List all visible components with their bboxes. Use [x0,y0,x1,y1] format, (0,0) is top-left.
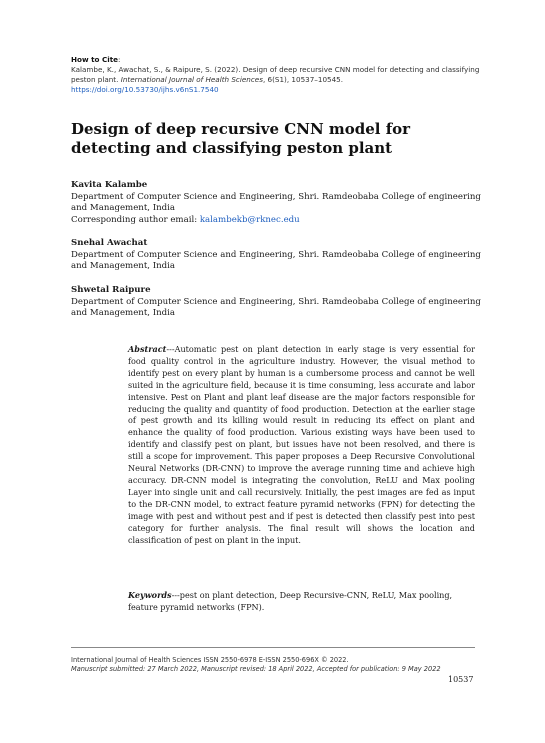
author-block-2 [71,238,491,273]
abstract-text: ---Automatic pest on plant detection in early stage is very essential for food quality control in the agriculture industry. However, the visual method to identify pest on every plant by human is a cumbersome process and cannot be well suited in the agriculture field, because it is time consuming, less accurate and labor intensive. Pest on Plant and plant leaf disease are the major factors responsible for reducing the quality and quantity of food production. Detection at the earlier stage of pest growth and its killing would result in reducing its effect on plant and enhance the quality of food production. Various existing ways have been used to identify and classify pest on plant, but issues have not been resolved, and there is still a scope for improvement. This paper proposes a Deep Recursive Convolutional Neural Networks (DR-CNN) to improve the average running time and achieve high accuracy. DR-CNN model is integrating the convolution, ReLU and Max pooling Layer into single unit and call recursively. Initially, the pest images are fed as input to the DR-CNN model, to extract feature pyramid networks (FPN) for detecting the image with pest and without pest and if pest is detected then classify pest into pest category for further analysis. The final result will shows the location and classification of pest on plant in the input. [128,344,475,545]
author-affiliation: Department of Computer Science and Engineering, Shri. Ramdeobaba College of engineering and Management, India [71,249,481,271]
footer [71,656,481,674]
citation-heading: How to Cite: [71,55,121,64]
paper-title: Design of deep recursive CNN model for detecting and classifying peston plant [71,120,411,157]
author-name: Shwetal Raipure [71,285,151,295]
author-email-link[interactable]: kalambekb@rknec.edu [199,214,300,225]
abstract-lead: Abstract [128,344,167,354]
footer-dates-line: Manuscript submitted: 27 March 2022, Manuscript revised: 18 April 2022, Accepted for publication: 9 May 2022 [71,665,441,673]
email-label: Corresponding author email: [71,214,198,225]
author-name: Snehal Awachat [71,238,148,248]
author-block-1 [71,180,491,226]
doi-link[interactable]: https://doi.org/10.53730/ijhs.v6nS1.7540 [71,85,219,94]
citation-authors: Kalambe, K., Awachat, S., & Raipure, S. (2022). Design of deep recursive CNN model for detecting and classifying peston plant. [71,65,480,84]
citation-text [71,65,481,85]
keywords-lead: Keywords [128,590,172,600]
keywords [128,590,475,614]
citation-volume: , 6(S1), 10537–10545. [262,75,344,84]
citation-block [71,55,481,95]
page-number: 10537 [448,675,474,684]
citation-label: How to Cite [71,55,119,64]
author-name: Kavita Kalambe [71,180,148,190]
author-block-3 [71,285,491,320]
citation-journal: International Journal of Health Sciences [120,75,263,84]
abstract [128,344,475,546]
author-email-line [71,215,491,227]
keywords-text: ---pest on plant detection, Deep Recursive-CNN, ReLU, Max pooling, feature pyramid networks (FPN). [128,590,453,612]
footer-journal-line: International Journal of Health Sciences ISSN 2550-6978 E-ISSN 2550-696X © 2022. [71,656,349,664]
footer-divider [71,647,475,648]
author-affiliation: Department of Computer Science and Engineering, Shri. Ramdeobaba College of engineering and Management, India [71,296,481,318]
author-affiliation: Department of Computer Science and Engineering, Shri. Ramdeobaba College of engineering and Management, India [71,191,481,213]
